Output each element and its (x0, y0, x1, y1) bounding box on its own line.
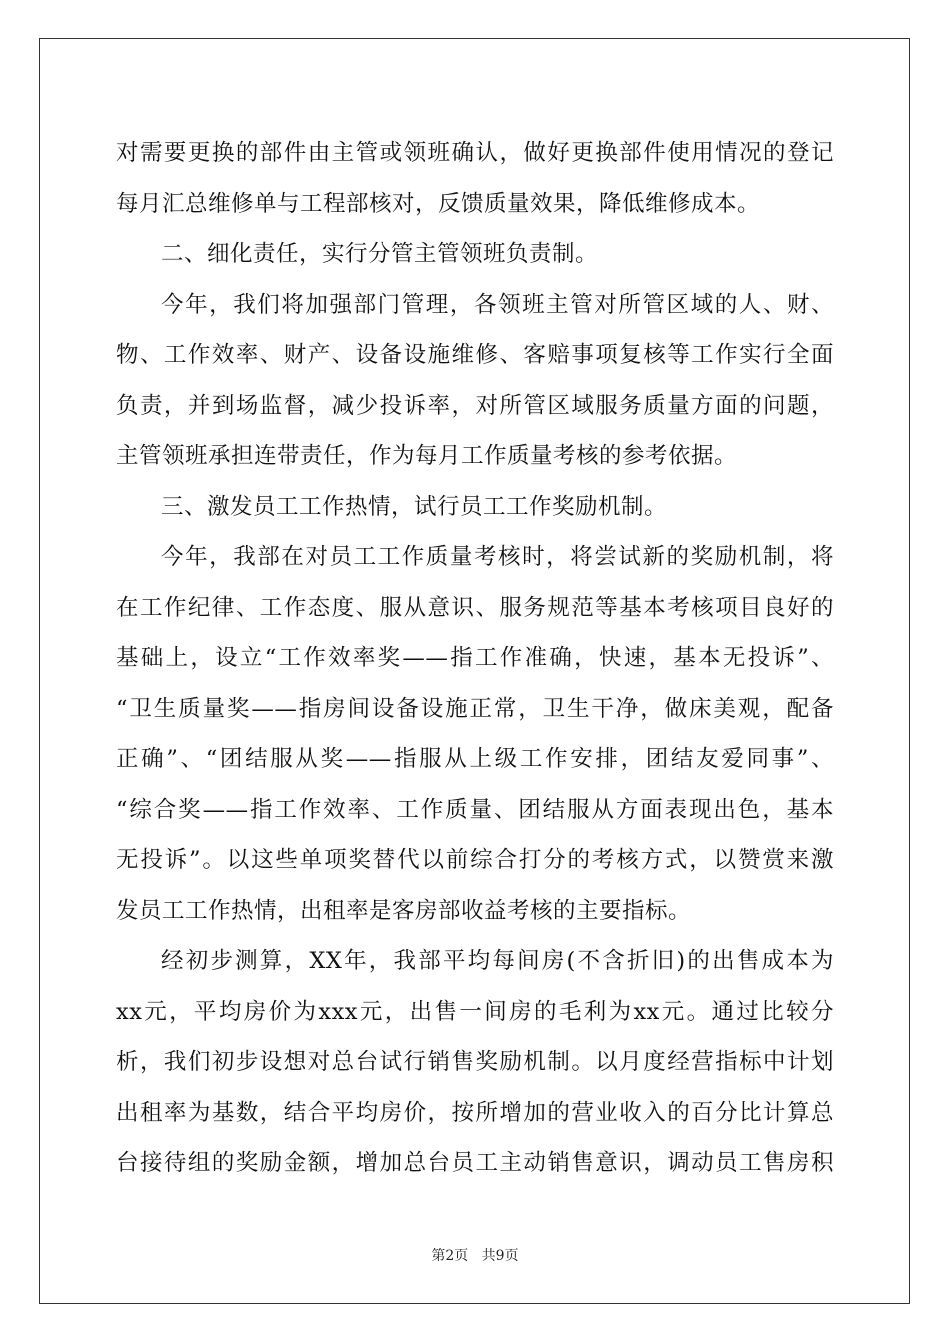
body-line: 析，我们初步设想对总台试行销售奖励机制。以月度经营指标中计划 (116, 1049, 834, 1075)
section-heading: 二、细化责任，实行分管主管领班负责制。 (161, 241, 599, 267)
total-pages: 共9页 (481, 1248, 519, 1264)
section-heading: 三、激发员工工作热情，试行员工工作奖励机制。 (161, 493, 668, 520)
body-line: 台接待组的奖励金额，增加总台员工主动销售意识，调动员工售房积 (116, 1150, 834, 1176)
body-line: 每月汇总维修单与工程部核对，反馈质量效果，降低维修成本。 (116, 190, 761, 217)
body-line: 对需要更换的部件由主管或领班确认，做好更换部件使用情况的登记 (116, 140, 834, 166)
paragraph-first-line: 经初步测算，XX年，我部平均每间房(不含折旧)的出售成本为 (161, 948, 834, 974)
body-line: “综合奖——指工作效率、工作质量、团结服从方面表现出色，基本 (116, 796, 834, 823)
body-line: 无投诉”。以这些单项奖替代以前综合打分的考核方式，以赞赏来激 (116, 847, 834, 873)
body-line: 正确”、“团结服从奖——指服从上级工作安排，团结友爱同事”、 (116, 746, 834, 772)
body-line: “卫生质量奖——指房间设备设施正常，卫生干净，做床美观，配备 (116, 695, 834, 722)
body-line: 物、工作效率、财产、设备设施维修、客赔事项复核等工作实行全面 (116, 342, 834, 368)
page-number: 第2页 (431, 1248, 469, 1264)
body-line: 在工作纪律、工作态度、服从意识、服务规范等基本考核项目良好的 (116, 594, 834, 621)
body-line: xx元，平均房价为xxx元，出售一间房的毛利为xx元。通过比较分 (116, 998, 834, 1025)
paragraph-first-line: 今年，我部在对员工工作质量考核时，将尝试新的奖励机制，将 (161, 544, 834, 570)
body-line: 主管领班承担连带责任，作为每月工作质量考核的参考依据。 (116, 443, 738, 469)
body-line: 出租率为基数，结合平均房价，按所增加的营业收入的百分比计算总 (116, 1099, 834, 1126)
document-body (116, 128, 834, 1189)
body-line: 负责，并到场监督，减少投诉率，对所管区域服务质量方面的问题， (116, 392, 834, 419)
paragraph-first-line: 今年，我们将加强部门管理，各领班主管对所管区域的人、财、 (161, 291, 834, 318)
body-line: 发员工工作热情，出租率是客房部收益考核的主要指标。 (116, 897, 692, 924)
page-footer (0, 1245, 950, 1265)
body-line: 基础上，设立“工作效率奖——指工作准确，快速，基本无投诉”、 (116, 645, 834, 671)
